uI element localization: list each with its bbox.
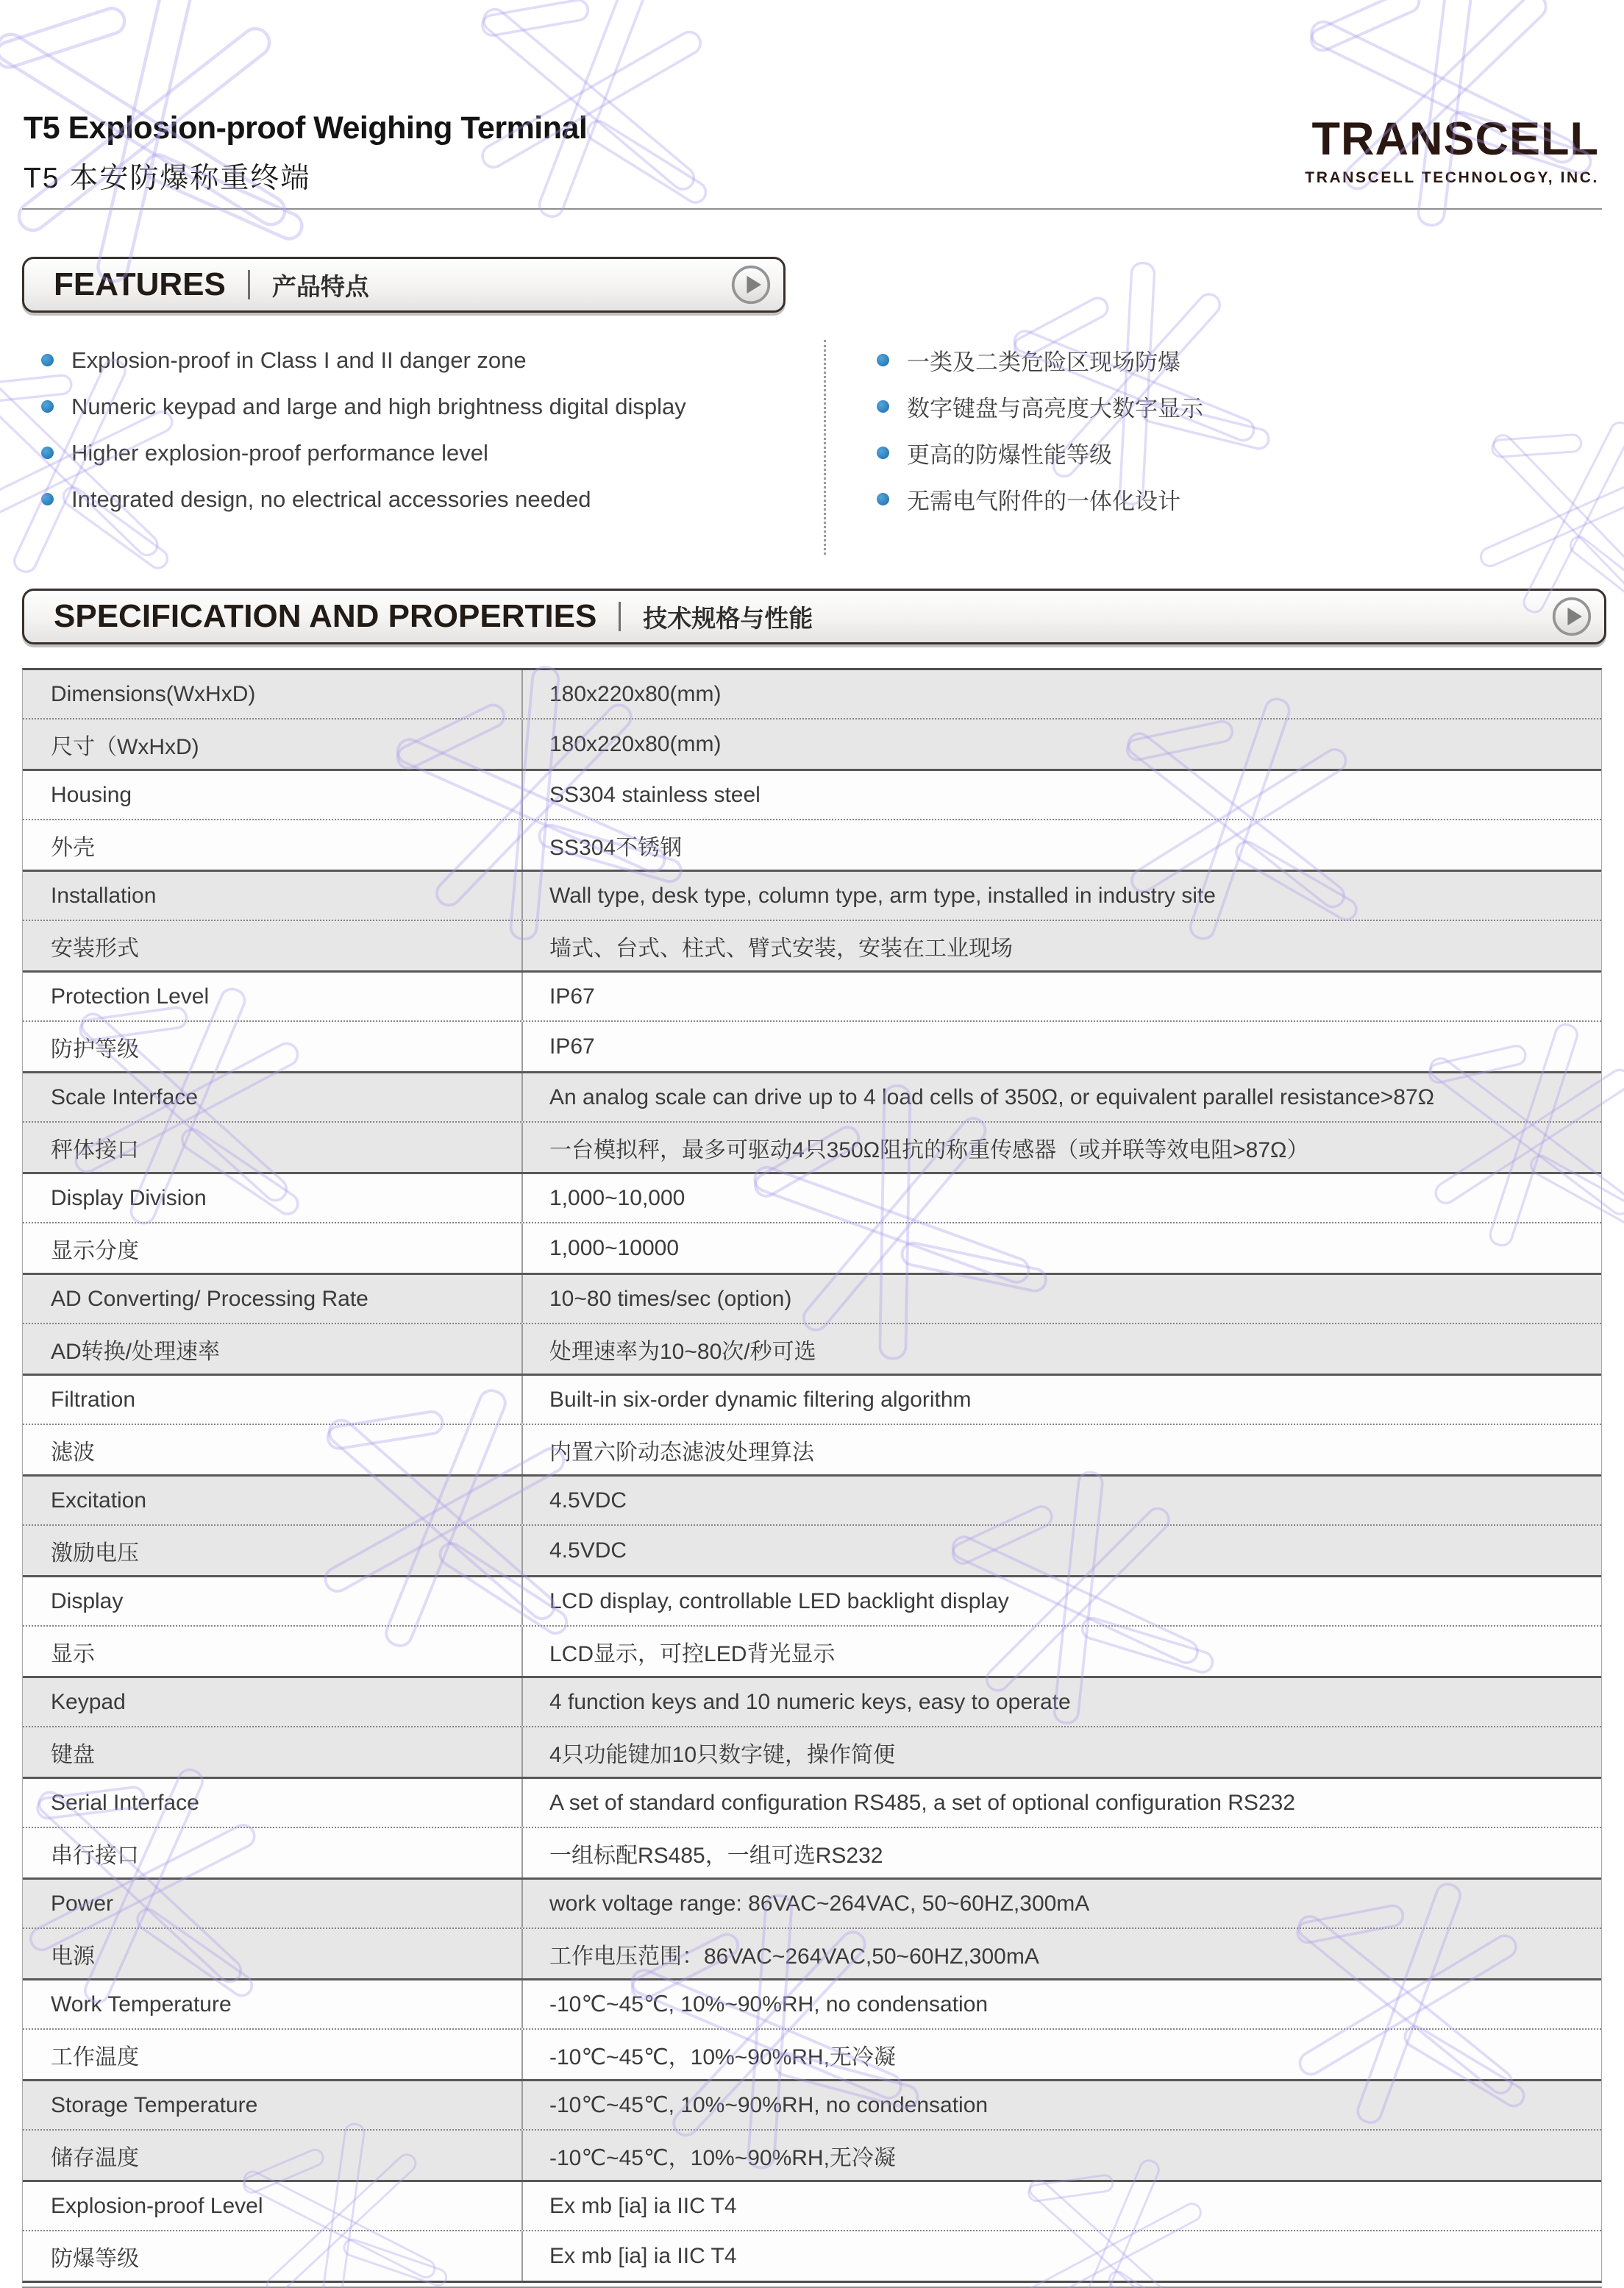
spec-row-cn — [23, 1727, 1601, 1777]
spec-section-header — [22, 589, 1606, 644]
page-title-en: T5 Explosion-proof Weighing Terminal — [24, 110, 588, 146]
spec-row-cn — [23, 1425, 1601, 1474]
spec-value-cn: Ex mb [ia] ia IIC T4 — [549, 2243, 737, 2268]
spec-label-en: Power — [23, 1880, 523, 1928]
spec-label-en: Installation — [23, 872, 523, 920]
features-heading-cn: 产品特点 — [271, 272, 369, 300]
spec-label-cn: 安装形式 — [23, 921, 523, 970]
spec-value-en: 4 function keys and 10 numeric keys, easy to operate — [549, 1689, 1071, 1714]
spec-row-pair — [23, 1978, 1601, 2079]
spec-label-cn: 键盘 — [23, 1727, 523, 1777]
spec-row-en — [23, 2182, 1601, 2231]
feature-item — [41, 476, 686, 522]
spec-label-en: Work Temperature — [23, 1980, 523, 2028]
feature-item — [41, 383, 686, 430]
spec-value-en: -10℃~45℃, 10%~90%RH, no condensation — [549, 1992, 989, 2017]
spec-heading-cn: 技术规格与性能 — [643, 604, 813, 632]
spec-value-cn: 工作电压范围：86VAC~264VAC,50~60HZ,300mA — [549, 1944, 1039, 1969]
feature-item — [877, 430, 1203, 476]
spec-value-en: 1,000~10,000 — [549, 1185, 685, 1210]
feature-item — [41, 430, 686, 476]
bullet-icon — [41, 400, 54, 413]
spec-label-en: Storage Temperature — [23, 2081, 523, 2129]
spec-row-pair — [23, 769, 1601, 870]
feature-text: Integrated design, no electrical accessories needed — [71, 486, 591, 512]
spec-value-cn: 180x220x80(mm) — [549, 731, 722, 756]
spec-label-cn: 外壳 — [23, 820, 523, 870]
spec-value-en: 180x220x80(mm) — [549, 681, 722, 706]
spec-row-cn — [23, 1022, 1601, 1071]
spec-row-pair — [23, 1575, 1601, 1676]
spec-row-en — [23, 1376, 1601, 1425]
spec-row-en — [23, 872, 1601, 921]
spec-value-cn: LCD显示，可控LED背光显示 — [549, 1641, 836, 1666]
features-list-cn — [877, 337, 1203, 522]
spec-row-en — [23, 771, 1601, 820]
spec-label-cn: 串行接口 — [23, 1828, 523, 1877]
spec-value-en: Wall type, desk type, column type, arm type, installed in industry site — [549, 883, 1216, 908]
feature-item — [877, 383, 1203, 430]
spec-row-cn — [23, 1526, 1601, 1575]
transcell-logo — [1305, 113, 1599, 187]
spec-row-cn — [23, 1223, 1601, 1273]
features-column-divider — [824, 340, 826, 555]
spec-row-cn — [23, 921, 1601, 970]
spec-row-en — [23, 1980, 1601, 2030]
spec-row-en — [23, 1477, 1601, 1526]
spec-value-cn: 墙式、台式、柱式、臂式安装，安装在工业现场 — [549, 936, 1013, 961]
spec-row-cn — [23, 1324, 1601, 1374]
feature-text: 数字键盘与高亮度大数字显示 — [907, 396, 1203, 422]
spec-label-cn: 激励电压 — [23, 1526, 523, 1575]
spec-value-en: Ex mb [ia] ia IIC T4 — [549, 2193, 737, 2218]
spec-value-en: 10~80 times/sec (option) — [549, 1286, 792, 1311]
spec-value-en: An analog scale can drive up to 4 load cells of 350Ω, or equivalent parallel resistance>87Ω — [549, 1084, 1435, 1109]
spec-label-cn: 显示分度 — [23, 1223, 523, 1273]
feature-text: 无需电气附件的一体化设计 — [907, 488, 1180, 514]
logo-company-name: TRANSCELL TECHNOLOGY, INC. — [1305, 169, 1599, 186]
play-icon — [1551, 596, 1592, 637]
spec-value-cn: 一台模拟秤，最多可驱动4只350Ω阻抗的称重传感器（或并联等效电阻>87Ω） — [549, 1137, 1309, 1162]
spec-row-cn — [23, 1123, 1601, 1172]
spec-value-cn: -10℃~45℃，10%~90%RH,无冷凝 — [549, 2044, 896, 2069]
spec-row-pair — [23, 1071, 1601, 1172]
spec-label-cn: 尺寸（WxHxD) — [23, 720, 523, 769]
feature-text: 更高的防爆性能等级 — [907, 442, 1112, 468]
spec-value-en: LCD display, controllable LED backlight display — [549, 1588, 1009, 1613]
heading-divider — [619, 602, 621, 631]
spec-value-cn: 4只功能键加10只数字键，操作简便 — [549, 1742, 896, 1767]
spec-row-en — [23, 670, 1601, 720]
spec-row-cn — [23, 1627, 1601, 1676]
header-divider-rule — [22, 208, 1602, 210]
spec-label-en: Dimensions(WxHxD) — [23, 670, 523, 718]
feature-item — [877, 337, 1203, 383]
spec-row-cn — [23, 2131, 1601, 2180]
spec-value-en: IP67 — [549, 984, 595, 1009]
spec-row-en — [23, 1577, 1601, 1627]
spec-value-en: Built-in six-order dynamic filtering algorithm — [549, 1387, 972, 1412]
logo-wordmark: TRANSCELL — [1311, 113, 1599, 165]
spec-value-en: SS304 stainless steel — [549, 782, 761, 807]
feature-text: 一类及二类危险区现场防爆 — [907, 349, 1180, 375]
spec-label-cn: 秤体接口 — [23, 1123, 523, 1172]
page-title-block — [24, 110, 587, 196]
spec-label-en: Display Division — [23, 1174, 523, 1222]
spec-label-cn: 防护等级 — [23, 1022, 523, 1071]
spec-value-cn: 1,000~10000 — [549, 1235, 680, 1260]
bullet-icon — [41, 447, 54, 459]
spec-value-cn: 4.5VDC — [549, 1538, 627, 1563]
spec-label-cn: 滤波 — [23, 1425, 523, 1474]
bullet-icon — [877, 447, 889, 459]
spec-table — [22, 668, 1602, 2283]
spec-value-cn: 内置六阶动态滤波处理算法 — [549, 1440, 814, 1465]
spec-label-en: Protection Level — [23, 973, 523, 1020]
spec-label-cn: AD转换/处理速率 — [23, 1324, 523, 1374]
spec-row-cn — [23, 720, 1601, 769]
spec-row-en — [23, 1174, 1601, 1223]
spec-value-en: 4.5VDC — [549, 1488, 627, 1513]
spec-label-en: Scale Interface — [23, 1073, 523, 1121]
spec-label-cn: 显示 — [23, 1627, 523, 1676]
feature-item — [41, 337, 686, 383]
spec-row-en — [23, 973, 1601, 1022]
spec-label-en: Housing — [23, 771, 523, 819]
spec-row-en — [23, 1678, 1601, 1727]
bullet-icon — [877, 354, 889, 366]
spec-row-pair — [23, 1374, 1601, 1474]
feature-text: Numeric keypad and large and high brightness digital display — [71, 393, 686, 419]
spec-row-pair — [23, 870, 1601, 970]
spec-row-pair — [23, 2079, 1601, 2180]
heading-divider — [248, 270, 250, 299]
play-icon — [730, 264, 772, 305]
spec-label-cn: 电源 — [23, 1929, 523, 1978]
bullet-icon — [877, 493, 889, 505]
spec-row-pair — [23, 1877, 1601, 1978]
spec-heading-en: SPECIFICATION AND PROPERTIES — [54, 598, 597, 634]
spec-value-cn: -10℃~45℃，10%~90%RH,无冷凝 — [549, 2145, 896, 2170]
spec-row-cn — [23, 1929, 1601, 1978]
spec-label-en: Serial Interface — [23, 1779, 523, 1827]
spec-value-cn: 一组标配RS485，一组可选RS232 — [549, 1843, 883, 1868]
spec-row-pair — [23, 1777, 1601, 1877]
bullet-icon — [877, 400, 889, 413]
spec-value-cn: IP67 — [549, 1034, 595, 1059]
spec-value-en: -10℃~45℃, 10%~90%RH, no condensation — [549, 2093, 989, 2117]
feature-item — [877, 476, 1203, 522]
feature-text: Explosion-proof in Class I and II danger zone — [71, 347, 527, 373]
spec-label-cn: 工作温度 — [23, 2030, 523, 2079]
spec-label-cn: 储存温度 — [23, 2131, 523, 2180]
spec-row-en — [23, 1073, 1601, 1123]
spec-label-en: Filtration — [23, 1376, 523, 1424]
spec-row-en — [23, 1779, 1601, 1828]
spec-row-cn — [23, 820, 1601, 870]
spec-label-en: Display — [23, 1577, 523, 1625]
spec-label-en: Excitation — [23, 1477, 523, 1524]
spec-label-en: Explosion-proof Level — [23, 2182, 523, 2230]
spec-row-pair — [23, 970, 1601, 1071]
features-heading-en: FEATURES — [54, 266, 226, 302]
spec-row-en — [23, 1275, 1601, 1324]
spec-row-pair — [23, 1273, 1601, 1374]
spec-row-pair — [23, 1172, 1601, 1273]
spec-row-pair — [23, 2180, 1601, 2281]
spec-label-en: AD Converting/ Processing Rate — [23, 1275, 523, 1323]
spec-value-cn: SS304不锈钢 — [549, 835, 683, 860]
features-section-header — [22, 257, 786, 313]
spec-row-pair — [23, 670, 1601, 769]
spec-label-en: Keypad — [23, 1678, 523, 1726]
bullet-icon — [41, 354, 54, 366]
spec-row-cn — [23, 1828, 1601, 1877]
spec-row-en — [23, 1880, 1601, 1929]
spec-row-en — [23, 2081, 1601, 2131]
spec-row-cn — [23, 2231, 1601, 2281]
features-list-en — [41, 337, 686, 522]
feature-text: Higher explosion-proof performance level — [71, 439, 488, 466]
spec-value-cn: 处理速率为10~80次/秒可选 — [549, 1339, 816, 1364]
spec-row-pair — [23, 1474, 1601, 1575]
bullet-icon — [41, 493, 54, 505]
spec-label-cn: 防爆等级 — [23, 2231, 523, 2281]
spec-row-pair — [23, 1676, 1601, 1777]
page-title-cn: T5 本安防爆称重终端 — [24, 163, 311, 195]
spec-row-cn — [23, 2030, 1601, 2079]
spec-value-en: work voltage range: 86VAC~264VAC, 50~60HZ,300mA — [549, 1891, 1090, 1916]
spec-value-en: A set of standard configuration RS485, a set of optional configuration RS232 — [549, 1790, 1295, 1815]
